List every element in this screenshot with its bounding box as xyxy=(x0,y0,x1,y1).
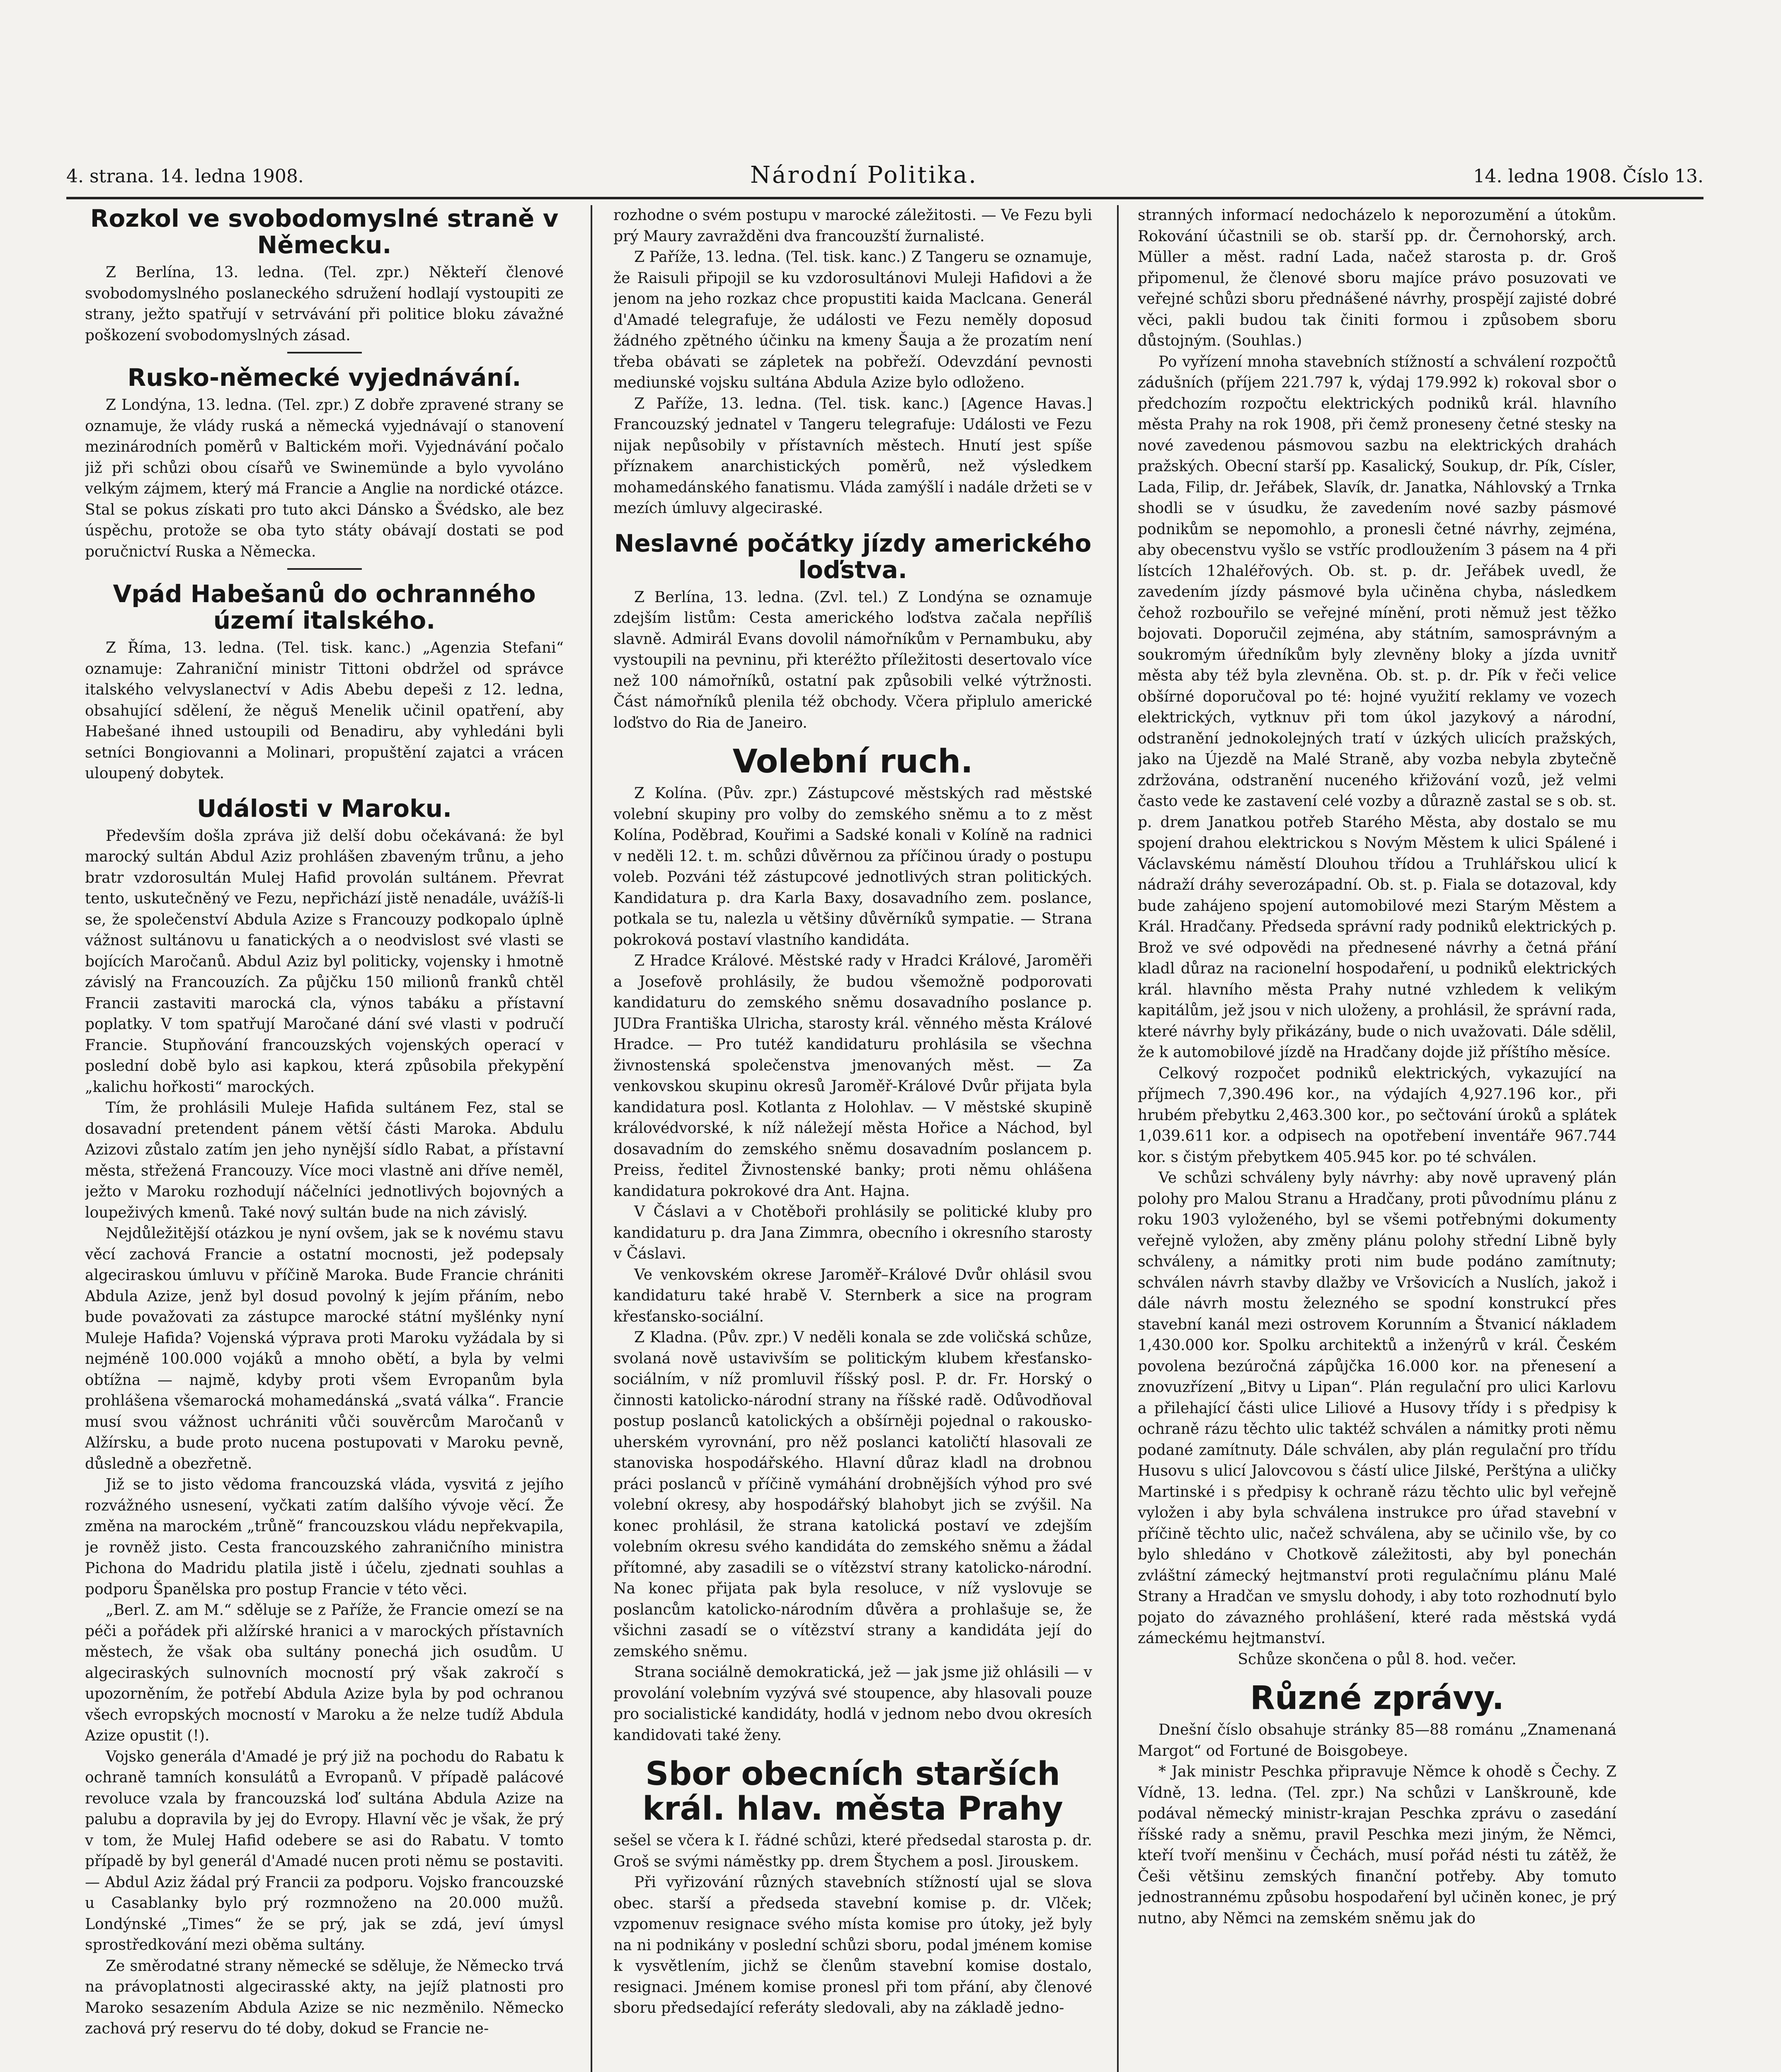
article-paragraph: Především došla zpráva již delší dobu očekávaná: že byl marocký sultán Abdul Aziz prohlášen zbaveným trůnu, a jeho bratr vzdorosultán Mulej Hafid provolán sultánem. Převrat tento, uskutečněný ve Fezu, nepřichází jistě nenadále, uvážíš-li se, že společenství Abdula Azize s Francouzy podkopalo úplně vážnost sultánovu u fanatických a o neodvislost své vlasti se bojících Maročanů. Abdul Aziz byl politicky, vojensky i hmotně závislý na Francouzích. Za půjčku 150 milionů franků chtěl Francii zastaviti marocká cla, výnos tabáku a přístavní poplatky. V tom spatřují Maročané dání své vlasti v područí Francie. Stupňování francouzských vojenských operací v poslední době bylo asi kapkou, která způsobila překypění „kalichu hořkosti“ marockých. xyxy=(85,827,564,1096)
article-paragraph: Dnešní číslo obsahuje stránky 85—88 románu „Znamenaná Margot“ od Fortuné de Boisgobeye. xyxy=(1138,1721,1616,1760)
article-paragraph: Z Paříže, 13. ledna. (Tel. tisk. kanc.) Z Tangeru se oznamuje, že Raisuli připojil se ku vzdorosultánovi Muleji Hafidovi a že jenom na jeho rozkaz chce propustiti kaida Maclcana. Generál d'Amadé telegrafuje, že události ve Fezu neměly doposud žádného zpětného účinku na kmeny Šauja a že prozatím není třeba obávati se zápletek na pobřeží. Odevzdání pevnosti mediunské vojsku sultána Abdula Azize bylo odloženo. xyxy=(613,249,1092,391)
article-paragraph: Celkový rozpočet podniků elektrických, vykazující na příjmech 7,390.496 kor., na výdajích 4,927.196 kor., při hrubém přebytku 2,463.300 kor., po sečtování úroků a splátek 1,039.611 kor. a odpisech na opotřebení inventáře 967.744 kor. s čistým přebytkem 405.945 kor. po té schválen. xyxy=(1138,1065,1616,1166)
article-paragraph: Z Berlína, 13. ledna. (Zvl. tel.) Z Londýna se oznamuje zdejším listům: Cesta amerického loďstva začala nepříliš slavně. Admirál Evans dovolil námořníkům v Pernambuku, aby vystoupili na pevninu, při kteréžto příležitosti desertovalo více než 100 námořníků, ostatní pak způsobili velké výtržnosti. Část námořníků plenila též obchody. Včera připlulo americké loďstvo do Ria de Janeiro. xyxy=(613,588,1092,731)
article-paragraph: Po vyřízení mnoha stavebních stížností a schválení rozpočtů zádušních (příjem 221.797 k, výdaj 179.992 k) rokoval sbor o předchozím rozpočtu elektrických podniků král. hlavního města Prahy na rok 1908, při čemž proneseny četné stesky na nové zavedenou pásmovou sazbu na elektrických drahách pražských. Obecní starší pp. Kasalický, Soukup, dr. Pík, Císler, Lada, Filip, dr. Jeřábek, Slavík, dr. Janatka, Náhlovský a Trnka shodli se v úsudku, že zavedením nové sazby pásmové podnikům se nepomohlo, a pronesli četné návrhy, zejména, aby obecenstvu vyšlo se vstříc prodloužením 3 pásem na 4 při lístcích 12haléřových. Ob. st. p. dr. Jeřábek uvedl, že zavedením jízdy pásmové byla učiněna chyba, následkem čehož rozbouřilo se veřejné mínění, proti němuž jest těžko bojovati. Doporučil zejména, aby státním, samosprávným a soukromým úředníkům byly zlevněny bloky a jízda uvnitř města aby též byla zlevněna. Ob. st. p. dr. Pík v řeči velice obšírné doporučoval po té: hojné využití reklamy ve vozech elektrických, vytknuv při tom úkol jazykový a národní, odstranění jednokolejných tratí v úzkých ulicích pražských, jako na Újezdě na Malé Straně, aby vozba nebyla zbytečně zdržována, odstranění nuceného křižování vozů, jež velmi často vede ke zastavení celé vozby a důrazně zastal se s ob. st. p. drem Janatkou potřeb Starého Města, aby dostalo se mu spojení drahou elektrickou s Novým Městem k ulici Spálené i Václavskému náměstí Dlouhou třídou a Truhlářskou ulicí k nádraží dráhy severozápadní. Ob. st. p. Fiala se dotazoval, kdy bude zahájeno spojení automobilové mezi Starým Městem a Král. Hradčany. Předseda správní rady podniků elektrických p. Brož ve své odpovědi na přednesené návrhy a četná přání kladl důraz na racionelní hospodaření, u podniků elektrických král. hlavního města Prahy nutné vzhledem k velikým kapitálům, jež jsou v nich uloženy, a prohlásil, že správní rada, které návrhy byly přikázány, bude o nich uvažovati. Dále sdělil, že k automobilové jízdě na Hradčany dojde již příštího měsíce. xyxy=(1138,353,1616,1061)
article-title: Rozkol ve svobodomyslné straně v Německu. xyxy=(90,205,559,259)
article-paragraph: sešel se včera k I. řádné schůzi, které předsedal starosta p. dr. Groš se svými náměstky pp. drem Štychem a posl. Jirouskem. xyxy=(613,1832,1092,1870)
column-3 xyxy=(1138,205,1616,2072)
header-page-date: 4. strana. 14. ledna 1908. xyxy=(66,166,304,187)
article-paragraph: Z Kolína. (Pův. zpr.) Zástupcové městských rad městské volební skupiny pro volby do zemského sněmu a to z měst Kolína, Poděbrad, Kouřimi a Sadské konali v Kolíně na radnici v neděli 12. t. m. schůzi důvěrnou za příčinou úrady o postupu voleb. Pozváni též zástupcové jednotlivých stran politických. Kandidatura p. dra Karla Baxy, dosavadního zem. poslance, potkala se tu, nalezla u většiny důvěrníků sympatie. — Strana pokroková postaví vlastního kandidáta. xyxy=(613,785,1092,949)
article-paragraph: Již se to jisto vědoma francouzská vláda, vysvitá z jejího rozvážného usnesení, vyčkati zatím dalšího vývoje věcí. Že změna na marockém „trůně“ francouzskou vládu nepřekvapila, je rovněž jisto. Cesta francouzského zahraničního ministra Pichona do Madridu platila jistě i účelu, zjednati souhlas a podporu Španělska pro postup Francie v této věci. xyxy=(85,1476,564,1598)
article-paragraph: Ze směrodatné strany německé se sděluje, že Německo trvá na právoplatnosti algecirasské akty, na jejíž platnosti pro Maroko sesazením Abdula Azize se nic nezměnilo. Německo zachová prý reservu do té doby, dokud se Francie ne- xyxy=(85,1957,564,2037)
article-title: Neslavné počátky jízdy amerického loďstva. xyxy=(614,529,1092,584)
article-paragraph: V Čáslavi a v Chotěboři prohlásily se politické kluby pro kandidaturu p. dra Jana Zimmra, obecního i okresního starosty v Čáslavi. xyxy=(613,1203,1092,1262)
article-paragraph: Při vyřizování různých stavebních stížností ujal se slova obec. starší a předseda stavební komise p. dr. Vlček; vzpomenuv resignace svého místa komise pro útoky, jež byly na ni podnikány v poslední schůzi sboru, podal jménem komise k vysvětlením, jichž se členům stavební komise dostalo, resignaci. Jménem komise pronesl při tom přání, aby členové sboru předsedající referáty sledovali, aby na základě jedno- xyxy=(613,1874,1092,2016)
article-paragraph: Vojsko generála d'Amadé je prý již na pochodu do Rabatu k ochraně tamních konsulátů a Evropanů. V případě palácové revoluce vzala by francouzská loď sultána Abdula Azize na palubu a dopravila by jej do Evropy. Hlavní věc je však, že prý v tom, že Mulej Hafid odebere se asi do Rabatu. V tomto případě by byl generál d'Amadé nucen proti němu se postaviti. — Abdul Aziz žádal prý Francii za podporu. Vojsko francouzské u Casablanky bylo prý rozmnoženo na 20.000 mužů. Londýnské „Times“ že se prý, jak se zdá, jeví úmysl sprostředkování mezi oběma sultány. xyxy=(85,1748,564,1953)
article-paragraph: rozhodne o svém postupu v marocké záležitosti. — Ve Fezu byli prý Maury zavražděni dva francouzští žurnalisté. xyxy=(613,207,1092,245)
article-paragraph: * Jak ministr Peschka připravuje Němce k ohodě s Čechy. Z Vídně, 13. ledna. (Tel. zpr.) Na schůzi v Lanškrouně, kde podával německý ministr-krajan Peschka zprávu o zasedání říšské rady a sněmu, pravil Peschka mezi jiným, že Němci, kteří tvoří menšinu v Čechách, musí pořád nésti tu zátěž, že Češi většinu zemských finanční potřeby. Aby tomuto jednostrannému způsobu hospodaření byl učiněn konec, je prý nutno, aby Němci na zemském sněmu jak do xyxy=(1138,1763,1616,1927)
article-paragraph: Schůze skončena o půl 8. hod. večer. xyxy=(1238,1651,1517,1668)
article-paragraph: Z Paříže, 13. ledna. (Tel. tisk. kanc.) [Agence Havas.] Francouzský jednatel v Tangeru telegrafuje: Události ve Fezu nijak nepůsobily v přístavních městech. Hnutí jest spíše příznakem anarchistických poměrů, než výsledkem mohamedánského fanatismu. Vláda zamýšlí i nadále držeti se v mezích úmluvy algeciraské. xyxy=(613,395,1092,517)
article-separator xyxy=(287,568,362,570)
header-rule xyxy=(66,197,1703,199)
article-separator xyxy=(287,352,362,353)
article-paragraph: Tím, že prohlásili Muleje Hafida sultánem Fez, stal se dosavadní pretendent pánem větší části Maroka. Abdulu Azizovi zůstalo zatím jen jeho nynější sídlo Rabat, a přístavní města, střežená Francouzy. Více moci vlastně ani dříve neměl, ježto v Maroku rozhodují náčelníci jednotlivých bojovných a loupeživých kmenů. Také nový sultán bude na nich závislý. xyxy=(85,1099,564,1221)
article-paragraph: Ve schůzi schváleny byly návrhy: aby nově upravený plán polohy pro Malou Stranu a Hradčany, proti původnímu plánu z roku 1903 vyloženého, byl se všemi potřebnými dokumenty veřejně vyložen, aby změny plánu polohy střední Libně byly schváleny, a námitky proti nim bude podáno zamítnuty; schválen návrh stavby dlažby ve Vršovicích a Nuslích, jakož i dále návrh mostu železného se spodní konstrukcí přes stavební kanál mezi ostrovem Korunním a Štvanicí nákladem 1,430.000 kor. Spolku architektů a inženýrů v král. Českém povolena bezúročná zápůjčka 16.000 kor. na přenesení a znovuzřízení „Bitvy u Lipan“. Plán regulační pro ulici Karlovu a přilehající části ulice Liliové a Husovy třídy i s předpisy k ochraně rázu těchto ulic taktéž schválen a námitky proti němu podané zamítnuty. Dále schválen, aby plán regulační pro třídu Husovu s ulicí Jalovcovou s částí ulice Jilské, Perštýna a uličky Martinské i s předpisy k ochraně rázu těchto ulic byl veřejně vyložen i aby byla schválena instrukce pro úřad stavební v příčině těchto ulic, načež schválena, aby se učinilo vše, by co bylo shledáno v Chotkově záležitosti, aby byl ponechán zvláštní zámecký hejtmanství proti regulačnímu plánu Malé Strany a Hradčan ve smyslu dohody, i aby toto rozhodnutí bylo pojato do závazného prohlášení, které rada městská vydá zámeckému hejtmanství. xyxy=(1138,1169,1616,1647)
article-paragraph: Z Londýna, 13. ledna. (Tel. zpr.) Z dobře zpravené strany se oznamuje, že vlády ruská a německá vyjednávají o stanovení mezinárodních poměrů v Baltickém moři. Vyjednávání počalo již při schůzi obou císařů ve Swinemünde a bylo vyvoláno velkým zájmem, který má Francie a Anglie na nordické otázce. Stal se pokus získati pro tuto akci Dánsko a Švédsko, ale bez úspěchu, protože se oba tyto státy obávají dostati se pod poručnictví Ruska a Německa. xyxy=(85,397,564,560)
article-title: Rusko-německé vyjednávání. xyxy=(127,363,521,392)
article-paragraph: Z Říma, 13. ledna. (Tel. tisk. kanc.) „Agenzia Stefani“ oznamuje: Zahraniční ministr Tittoni obdržel od správce italského velvyslanectví v Adis Abebu depeši z 12. ledna, obsahující sdělení, že něguš Menelik učinil opatření, aby Habešané ihned ustoupili od Benadiru, aby vyhledáni byli setníci Bongiovanni a Molinari, propuštění zajatci a vrácen uloupený dobytek. xyxy=(85,639,564,782)
column-1 xyxy=(85,205,564,2072)
article-paragraph: „Berl. Z. am M.“ sděluje se z Paříže, že Francie omezí se na péči a pořádek při alžírské hranici a v marockých přístavních městech, že však oba sultány ponechá jich osudům. U algeciraských sulnovních mocností prý však zakročí s upozorněním, že potřebí Abdula Azize byla by pod ochranou všech evropských mocností v Maroku a že nelze tudíž Abdula Azize opustit (!). xyxy=(85,1602,564,1744)
page-header xyxy=(66,157,1703,195)
article-paragraph: Z Berlína, 13. ledna. (Tel. zpr.) Někteří členové svobodomyslného poslaneckého sdružení hodlají vystoupiti ze strany, ježto spatřují v setrvávání při politice bloku závažné poškození svobodomyslných zásad. xyxy=(85,264,564,344)
article-paragraph: Ve venkovském okrese Jaroměř–Králové Dvůr ohlásil svou kandidaturu také hrabě V. Sternberk a sice na program křesťansko-sociální. xyxy=(613,1266,1092,1325)
column-divider-1 xyxy=(591,205,592,2072)
column-divider-2 xyxy=(1117,205,1119,2072)
article-paragraph: Z Kladna. (Pův. zpr.) V neděli konala se zde voličská schůze, svolaná nově ustavivším se politickým klubem křesťansko-sociálním, v níž promluvil říšský posl. P. dr. Fr. Horský o činnosti katolicko-národní strany na říšské radě. Odůvodňoval postup poslanců katolických a obšírněji pojednal o rakousko-uherském vyrovnání, pro něž poslanci katoličtí hlasovali ze stanoviska hospodářského. Hlavní důraz kladl na drobnou práci poslanců v příčině vymáhání drobnějších výhod pro své volební okresy, aby hospodářský blahobyt jich se zvýšil. Na konec prohlásil, že strana katolická postaví ve zdejším volebním okresu svého kandidáta do zemského sněmu a žádal přítomné, aby zasadili se o vítězství strany katolicko-národní. Na konec přijata pak byla resoluce, v níž vyslovuje se poslancům katolicko-národním důvěra a prohlašuje se, že všichni zasadí se o vítězství strany a kandidáta její do zemského sněmu. xyxy=(613,1329,1092,1660)
article-paragraph: Nejdůležitější otázkou je nyní ovšem, jak se k novému stavu věcí zachová Francie a ostatní mocnosti, jež podepsaly algeciraskou úmluvu v příčině Maroka. Bude Francie chrániti Abdula Azize, jenž byl dosud povolný k jejím přáním, nebo bude považovati za zástupce marocké státní myšlénky nyní Muleje Hafida? Vojenská výprava proti Maroku vyžádala by si nejméně 100.000 vojáků a mnoho obětí, a byla by velmi obtížna — najmě, kdyby proti všem Evropanům byla prohlášena všemarocká mohamedánská „svatá válka“. Francie musí svou vážnost uchrániti vůči souvěrcům Maročanů v Alžírsku, a bude proto nucena postupovati v Maroku pevně, důsledně a obezřetně. xyxy=(85,1225,564,1472)
article-title: Události v Maroku. xyxy=(196,794,452,823)
header-issue-number: 14. ledna 1908. Číslo 13. xyxy=(1473,166,1703,187)
article-title: Různé zprávy. xyxy=(1250,1680,1505,1717)
article-title: Volební ruch. xyxy=(732,743,973,780)
article-title: Vpád Habešanů do ochranného území italského. xyxy=(113,580,536,634)
article-paragraph: Z Hradce Králové. Městské rady v Hradci Králové, Jaroměři a Josefově prohlásily, že budou všemožně podporovati kandidaturu do zemského sněmu dosavadního poslance p. JUDra Františka Ulricha, starosty král. věnného města Králové Hradce. — Pro tutéž kandidaturu prohlásila se všechna živnostenská společenstva jmenovaných měst. — Za venkovskou skupinu okresů Jaroměř-Králové Dvůr přijata byla kandidatura posl. Kotlanta z Holohlav. — V městské skupině královédvorské, k níž náležejí města Hořice a Náchod, byl dosavadním do zemského sněmu dosavadním poslancem p. Preiss, ředitel Živnostenské banky; proti němu ohlášena kandidatura pokrokové dra Ant. Hajna. xyxy=(613,952,1092,1200)
article-paragraph: Strana sociálně demokratická, jež — jak jsme již ohlásili — v provolání volebním vyzývá své stoupence, aby hlasovali pouze pro socialistické kandidáty, hodlá v jednom nebo dvou okresích kandidovati také ženy. xyxy=(613,1664,1092,1744)
article-title: Sbor obecních starších král. hlav. města Prahy xyxy=(642,1755,1063,1828)
masthead-title: Národní Politika. xyxy=(750,162,978,189)
article-paragraph: stranných informací nedocházelo k neporozumění a útokům. Rokování účastnili se ob. starší pp. dr. Černohorský, arch. Müller a měst. radní Lada, načež starosta p. dr. Groš připomenul, že členové sboru majíce právo posuzovati ve veřejné schůzi sboru přednášené návrhy, prospějí zajisté dobré věci, pakli budou tak činiti formou i způsobem sboru důstojným. (Souhlas.) xyxy=(1138,207,1616,349)
column-2 xyxy=(613,205,1092,2072)
